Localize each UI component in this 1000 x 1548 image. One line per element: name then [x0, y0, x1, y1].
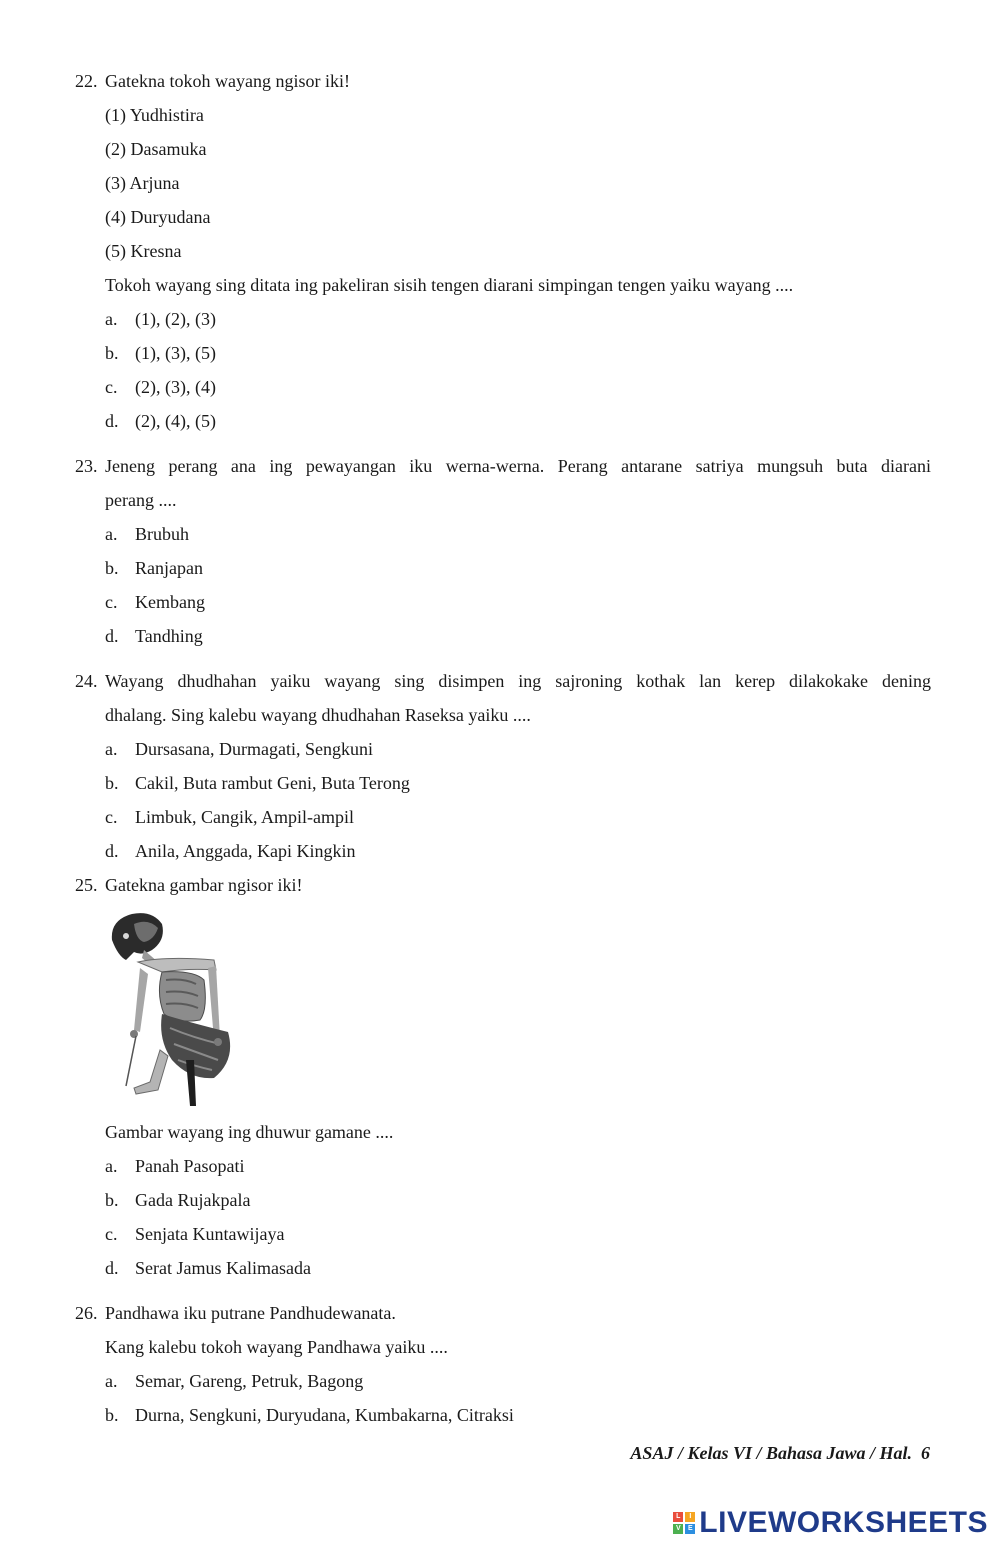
- option-text: (2), (3), (4): [135, 377, 216, 397]
- answer-option-c[interactable]: [105, 800, 931, 834]
- answer-option-a[interactable]: [105, 732, 931, 766]
- option-key: c.: [105, 1224, 118, 1244]
- answer-option-b[interactable]: [105, 551, 931, 585]
- option-text: Cakil, Buta rambut Geni, Buta Terong: [135, 773, 410, 793]
- question-number: 26.: [75, 1303, 98, 1323]
- question-text-line-1: Pandhawa iku putrane Pandhudewanata.: [105, 1303, 396, 1323]
- liveworksheets-logo-icon: [673, 1512, 695, 1534]
- liveworksheets-brand[interactable]: [673, 1506, 988, 1540]
- logo-tile: E: [685, 1524, 695, 1534]
- question-25: [75, 868, 931, 902]
- option-text: Tandhing: [135, 626, 203, 646]
- list-item: (1) Yudhistira: [105, 105, 204, 125]
- question-text-line-2: perang ....: [105, 490, 177, 510]
- option-text: Kembang: [135, 592, 205, 612]
- answer-option-c[interactable]: [105, 370, 931, 404]
- option-key: a.: [105, 309, 118, 329]
- page-footer: ASAJ / Kelas VI / Bahasa Jawa / Hal. 6: [630, 1443, 930, 1463]
- option-key: b.: [105, 1405, 119, 1425]
- list-item: (2) Dasamuka: [105, 139, 207, 159]
- option-text: Gada Rujakpala: [135, 1190, 251, 1210]
- option-key: b.: [105, 558, 119, 578]
- logo-tile: V: [673, 1524, 683, 1534]
- option-text: Senjata Kuntawijaya: [135, 1224, 285, 1244]
- option-text: Limbuk, Cangik, Ampil-ampil: [135, 807, 354, 827]
- answer-option-a[interactable]: [105, 302, 931, 336]
- answer-option-b[interactable]: [105, 1183, 931, 1217]
- logo-tile: I: [685, 1512, 695, 1522]
- answer-option-b[interactable]: [105, 766, 931, 800]
- option-key: c.: [105, 807, 118, 827]
- answer-option-d[interactable]: [105, 1251, 931, 1285]
- brand-name: LIVEWORKSHEETS: [699, 1506, 988, 1539]
- option-text: (2), (4), (5): [135, 411, 216, 431]
- option-text: (1), (2), (3): [135, 309, 216, 329]
- question-text-line-1: Wayang dhudhahan yaiku wayang sing disimpen ing sajroning kothak lan kerep dilakokake dening: [105, 671, 931, 691]
- option-key: d.: [105, 1258, 119, 1278]
- option-key: b.: [105, 1190, 119, 1210]
- question-number: 23.: [75, 456, 98, 476]
- option-key: a.: [105, 524, 118, 544]
- logo-tile: L: [673, 1512, 683, 1522]
- option-key: d.: [105, 626, 119, 646]
- option-key: a.: [105, 739, 118, 759]
- question-23: [75, 449, 931, 653]
- option-key: a.: [105, 1371, 118, 1391]
- answer-option-a[interactable]: [105, 1364, 931, 1398]
- question-number: 24.: [75, 671, 98, 691]
- option-text: Brubuh: [135, 524, 189, 544]
- question-22: [75, 64, 931, 438]
- question-26: [75, 1296, 931, 1432]
- answer-option-b[interactable]: [105, 1398, 931, 1432]
- answer-option-b[interactable]: [105, 336, 931, 370]
- question-prompt: Gatekna gambar ngisor iki!: [105, 875, 303, 895]
- option-key: d.: [105, 411, 119, 431]
- option-text: Anila, Anggada, Kapi Kingkin: [135, 841, 356, 861]
- option-text: Durna, Sengkuni, Duryudana, Kumbakarna, Citraksi: [135, 1405, 514, 1425]
- option-text: Serat Jamus Kalimasada: [135, 1258, 311, 1278]
- option-text: Dursasana, Durmagati, Sengkuni: [135, 739, 373, 759]
- option-text: Panah Pasopati: [135, 1156, 245, 1176]
- question-text: Tokoh wayang sing ditata ing pakeliran sisih tengen diarani simpingan tengen yaiku wayang ....: [105, 275, 794, 295]
- option-text: Semar, Gareng, Petruk, Bagong: [135, 1371, 364, 1391]
- question-24: [75, 664, 931, 868]
- list-item: (4) Duryudana: [105, 207, 211, 227]
- answer-option-c[interactable]: [105, 1217, 931, 1251]
- option-key: b.: [105, 773, 119, 793]
- question-text-line-2: dhalang. Sing kalebu wayang dhudhahan Raseksa yaiku ....: [105, 705, 531, 725]
- answer-option-d[interactable]: [105, 619, 931, 653]
- question-number: 25.: [75, 875, 98, 895]
- question-text-line-1: Jeneng perang ana ing pewayangan iku werna-werna. Perang antarane satriya mungsuh buta diarani: [105, 456, 931, 476]
- option-text: (1), (3), (5): [135, 343, 216, 363]
- answer-option-d[interactable]: [105, 404, 931, 438]
- answer-option-c[interactable]: [105, 585, 931, 619]
- question-25-continued: [75, 1115, 931, 1285]
- question-prompt: Gatekna tokoh wayang ngisor iki!: [105, 71, 350, 91]
- question-number: 22.: [75, 71, 98, 91]
- question-text: Gambar wayang ing dhuwur gamane ....: [105, 1122, 394, 1142]
- answer-option-a[interactable]: [105, 517, 931, 551]
- option-key: c.: [105, 592, 118, 612]
- list-item: (5) Kresna: [105, 241, 182, 261]
- option-key: c.: [105, 377, 118, 397]
- list-item: (3) Arjuna: [105, 173, 180, 193]
- option-text: Ranjapan: [135, 558, 203, 578]
- wayang-puppet-image: [104, 910, 239, 1110]
- question-text-line-2: Kang kalebu tokoh wayang Pandhawa yaiku ....: [105, 1337, 448, 1357]
- option-key: a.: [105, 1156, 118, 1176]
- option-key: b.: [105, 343, 119, 363]
- answer-option-a[interactable]: [105, 1149, 931, 1183]
- answer-option-d[interactable]: [105, 834, 931, 868]
- option-key: d.: [105, 841, 119, 861]
